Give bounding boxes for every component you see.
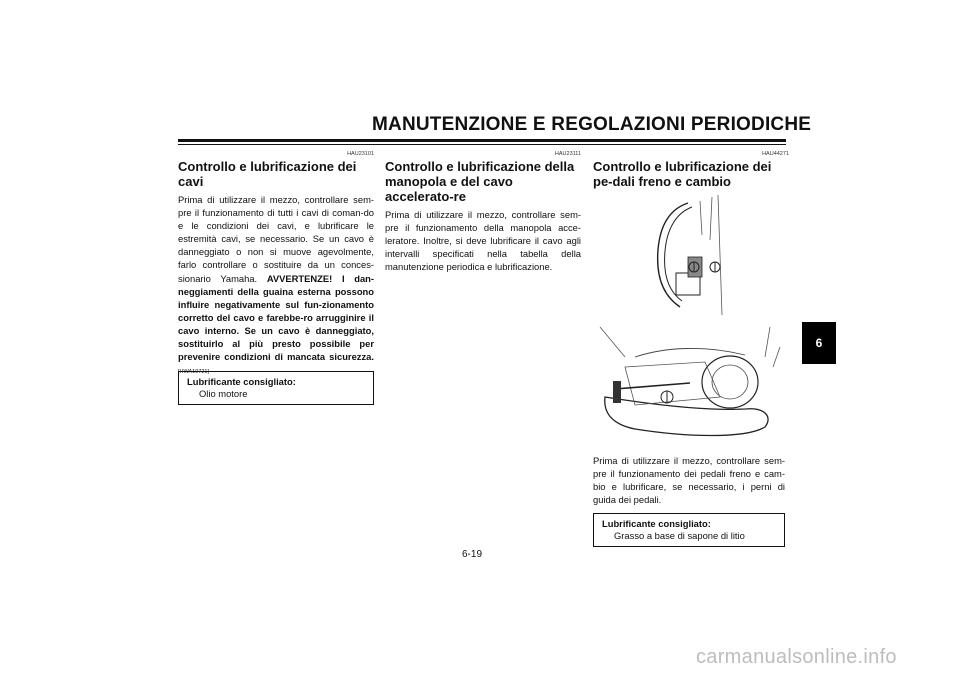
warning-code: [HWA10721] — [178, 369, 209, 376]
section-code: HAU23101 — [347, 151, 374, 157]
lubricant-value: Olio motore — [199, 388, 248, 399]
lubricant-label: Lubrificante consigliato: — [187, 376, 296, 387]
header-rule — [178, 139, 786, 142]
section-cables — [178, 150, 374, 379]
header-rule-thin — [178, 144, 786, 145]
chapter-tab: 6 — [802, 322, 836, 364]
page-header-title: MANUTENZIONE E REGOLAZIONI PERIODICHE — [372, 114, 812, 135]
lubricant-label: Lubrificante consigliato: — [602, 518, 711, 529]
section-body: Prima di utilizzare il mezzo, controllare sem-pre il funzionamento della manopola acce-leratore. Inoltre, si deve lubrificare il cavo agli intervalli specificati nella tabella della manutenzione periodica e lubrificazione. — [385, 209, 581, 273]
warning-text: AVVERTENZE! I dan-neggiamenti della guaina esterna possono influire negativamente sul fun-zionamento corretto del cavo e farebbe-ro arrugginire il cavo interno. Se un cavo è danneggiato, sostituirlo al più presto possibile per prevenire condizioni di mancata sicurezza. — [178, 272, 375, 363]
watermark: carmanualsonline.info — [696, 646, 897, 668]
body-text: Prima di utilizzare il mezzo, controllare sem-pre il funzionamento di tutti i cavi di coman-do e le condizioni dei cavi, e lubrificare le estremità cavi, se necessario. Se un cavo è danneggiato o non si muove agevolmente, farlo controllare o sostituire da un conces-sionario Yamaha. — [178, 194, 374, 284]
section-body: Prima di utilizzare il mezzo, controllare sem-pre il funzionamento dei pedali freno e cam-bio e lubrificare, se necessario, i perni di guida dei pedali. — [593, 455, 785, 506]
section-code: HAU44271 — [762, 151, 789, 157]
section-heading: Controllo e lubrificazione dei pe-dali freno e cambio — [593, 159, 772, 189]
section-heading: Controllo e lubrificazione della manopola e del cavo accelerato-re — [385, 159, 575, 204]
section-throttle — [385, 150, 581, 273]
lubricant-value: Grasso a base di sapone di litio — [614, 530, 745, 541]
lubricant-box — [593, 513, 785, 547]
section-body — [178, 193, 374, 379]
section-heading: Controllo e lubrificazione dei cavi — [178, 159, 357, 189]
lubricant-box — [178, 371, 374, 405]
shift-pedal-illustration — [595, 327, 785, 447]
page-number: 6-19 — [462, 549, 483, 560]
section-pedals — [593, 150, 789, 193]
section-code: HAU23111 — [554, 151, 581, 157]
brake-pedal-illustration — [640, 195, 740, 315]
